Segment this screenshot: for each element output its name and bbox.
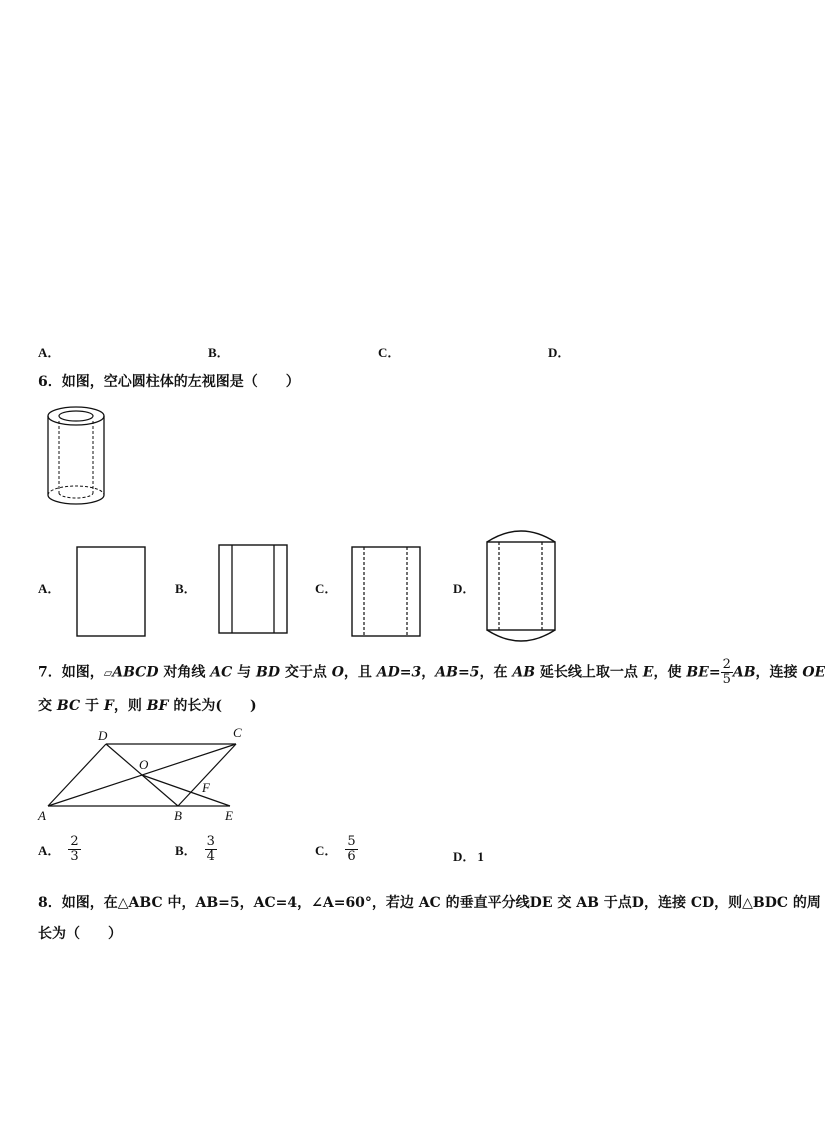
q7-oe: OE [802,664,825,681]
q7-ac: AC [210,664,233,681]
label-a: A [38,808,46,823]
q7-be-eq: BE= [686,664,721,681]
hollow-cylinder-figure [40,405,115,510]
q7-t7: 延长线上取一点 [535,664,643,681]
q8-question-line2: 长为（ ） [38,926,122,942]
q8-question-line1: 8．如图，在△ABC 中，AB=5，AC=4，∠A=60°，若边 AC 的垂直平分线DE 交 AB 于点D，连接 CD，则△BDC 的周 [38,895,821,911]
q5-option-b: B． [208,345,230,360]
q7-ab: AB [512,664,536,681]
q7-t1: 对角线 [158,664,211,681]
fraction-denominator: 6 [347,849,356,864]
label-d: D [98,728,108,743]
q7-t4: ，且 [343,664,377,681]
q7-line2-b: 于 [80,698,104,714]
fraction-denominator: 3 [70,849,79,864]
q7-t8: ，使 [653,664,687,681]
q7-bc: BC [56,698,81,714]
q6-option-d: D． [453,581,476,596]
q7-f: F [103,698,114,714]
q6-option-c: C． [315,581,338,596]
q7-be-fraction [721,658,733,687]
q7-option-b-fraction [205,835,217,864]
q6-figure-c [351,546,423,638]
q7-t3: 交于点 [279,664,332,681]
fraction-numerator: 2 [70,834,79,849]
q7-t6: ，在 [479,664,513,681]
q6-figure-a [76,546,148,638]
q7-t9: ，连接 [755,664,803,681]
q6-figure-d [484,530,560,646]
q7-option-a [38,835,81,864]
q7-question-line2 [38,696,257,716]
label-f: F [202,780,210,795]
q6-figure-b [218,544,290,636]
q7-option-d-value: 1 [477,849,484,864]
q7-ad-eq: AD=3 [376,664,422,681]
segment-oe [142,775,230,806]
q7-option-a-fraction [68,835,80,864]
q7-t5: ， [421,664,436,681]
q7-ab-eq: AB=5 [435,664,480,681]
q6-question: 6．如图，空心圆柱体的左视图是（ ） [38,374,300,390]
q7-option-d [453,846,484,865]
parallelogram-figure [36,726,256,826]
label-b: B [174,808,182,823]
q7-option-c-fraction [345,835,357,864]
q6-option-b: B． [175,581,197,596]
q7-question-line1 [38,658,825,687]
q7-option-b [175,835,217,864]
fraction-numerator: 5 [347,834,356,849]
q5-option-d: D． [548,345,571,360]
q5-option-c: C． [378,345,401,360]
label-c: C [233,725,242,740]
fraction-numerator: 2 [722,657,731,672]
fraction-denominator: 4 [206,849,215,864]
label-e: E [225,808,233,823]
fraction-numerator: 3 [206,834,215,849]
q7-bf: BF [146,698,169,714]
fraction-denominator: 5 [722,672,731,687]
q7-o: O [331,664,344,681]
q6-option-a: A． [38,581,61,596]
q7-option-c [315,835,358,864]
q7-t2: 与 [232,664,256,681]
q7-line2-d: 的长为( ) [168,698,257,714]
q7-option-d-label: D． [453,849,476,864]
q7-bd: BD [255,664,280,681]
q7-e: E [642,664,654,681]
q7-option-a-label: A． [38,843,61,858]
label-o: O [139,757,149,772]
q7-line2-a: 交 [38,698,57,714]
q7-option-b-label: B． [175,843,197,858]
parallelogram-symbol: ▱ [103,666,113,680]
q7-option-c-label: C． [315,843,338,858]
q5-option-a: A． [38,345,61,360]
q7-number: 7．如图， [38,664,104,681]
q7-ab2: AB [732,664,756,681]
q7-abcd: ABCD [112,664,159,681]
q7-line2-c: ，则 [113,698,147,714]
